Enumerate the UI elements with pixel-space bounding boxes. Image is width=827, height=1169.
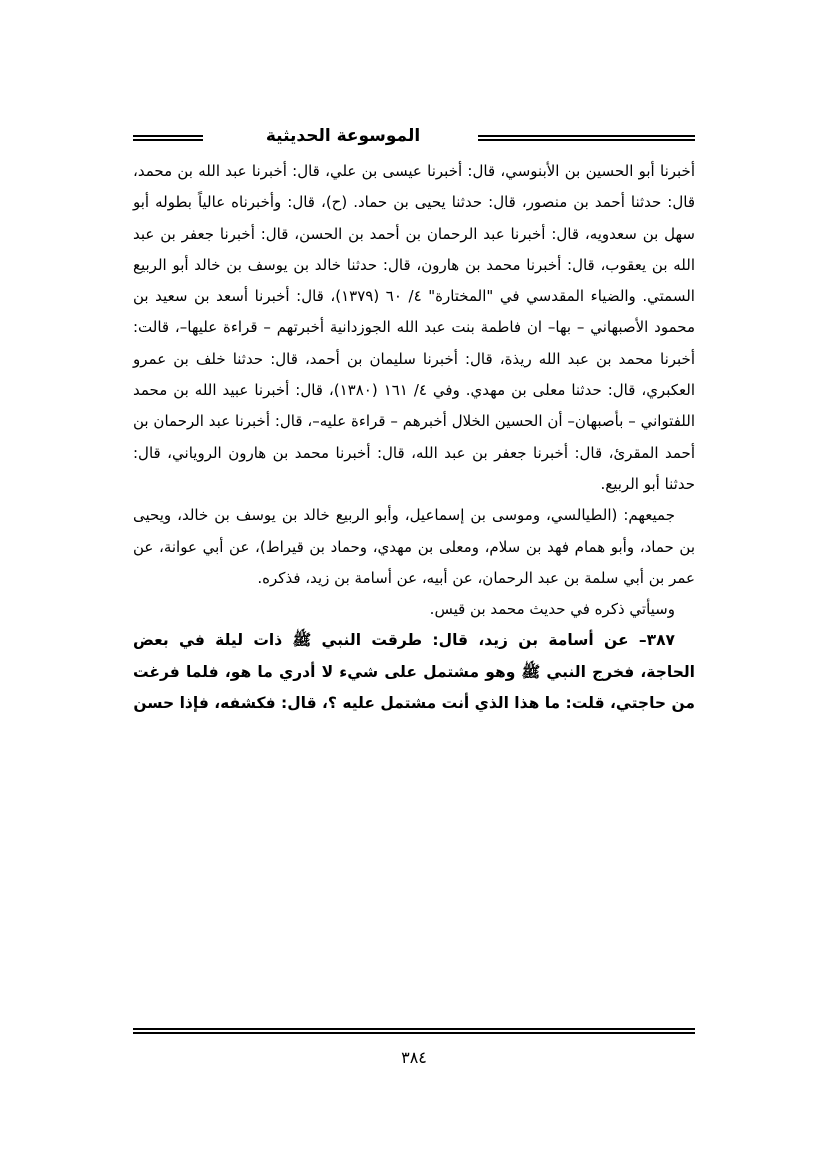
paragraph-hadith-387: ٣٨٧– عن أسامة بن زيد، قال: طرقت النبي ﷺ ذات ليلة في بعض الحاجة، فخرج النبي ﷺ وهو مشتمل على شيء لا أدري ما هو، فلما فرغت من حاجتي، قلت: ما هذا الذي أنت مشتمل عليه ؟، قال: فكشفه، فإذا حسن bbox=[133, 631, 695, 713]
page-number: ٣٨٤ bbox=[401, 1048, 427, 1067]
page-body bbox=[133, 156, 695, 719]
header-rule-right bbox=[478, 135, 695, 141]
paragraph-isnad: أخبرنا أبو الحسين بن الأبنوسي، قال: أخبرنا عيسى بن علي، قال: أخبرنا عبد الله بن محمد، قال: حدثنا أحمد بن منصور، قال: حدثنا يحيى بن حماد. (ح)، قال: وأخبرناه عالياً بطوله أبو سهل بن سعدويه، قال: أخبرنا عبد الرحمان بن أحمد بن الحسن، قال: أخبرنا جعفر بن عبد الله بن يعقوب، قال: أخبرنا محمد بن هارون، قال: حدثنا خالد بن يوسف بن خالد أبو الربيع السمتي. والضياء المقدسي في "المختارة" ٤/ ٦٠ (١٣٧٩)، قال: أخبرنا أسعد بن سعيد بن محمود الأصبهاني – بها– ان فاطمة بنت عبد الله الجوزدانية أخبرتهم – قراءة عليها–، قالت: أخبرنا محمد بن عبد الله ريذة، قال: أخبرنا سليمان بن أحمد، قال: حدثنا خلف بن عمرو العكبري، قال: حدثنا معلى بن مهدي. وفي ٤/ ١٦١ (١٣٨٠)، قال: أخبرنا عبيد الله بن محمد اللفتواني – بأصبهان– أن الحسين الخلال أخبرهم – قراءة عليه–، قال: أخبرنا عبد الرحمان بن أحمد المقرئ، قال: أخبرنا جعفر بن عبد الله، قال: أخبرنا محمد بن هارون الروياني، قال: حدثنا أبو الربيع. bbox=[133, 162, 695, 493]
paragraph-summary: جميعهم: (الطيالسي، وموسى بن إسماعيل، وأبو الربيع خالد بن يوسف بن خالد، ويحيى بن حماد، وأبو همام فهد بن سلام، ومعلى بن مهدي، وحماد بن قيراط)، عن أبي عوانة، عن عمر بن أبي سلمة بن عبد الرحمان، عن أبيه، عن أسامة بن زيد، فذكره. bbox=[133, 506, 695, 587]
running-header bbox=[133, 126, 695, 150]
header-rule-left bbox=[133, 135, 203, 141]
paragraph-reference: وسيأتي ذكره في حديث محمد بن قيس. bbox=[429, 600, 675, 619]
footer-rule bbox=[133, 1028, 695, 1034]
header-title: الموسوعة الحديثية bbox=[265, 126, 421, 146]
